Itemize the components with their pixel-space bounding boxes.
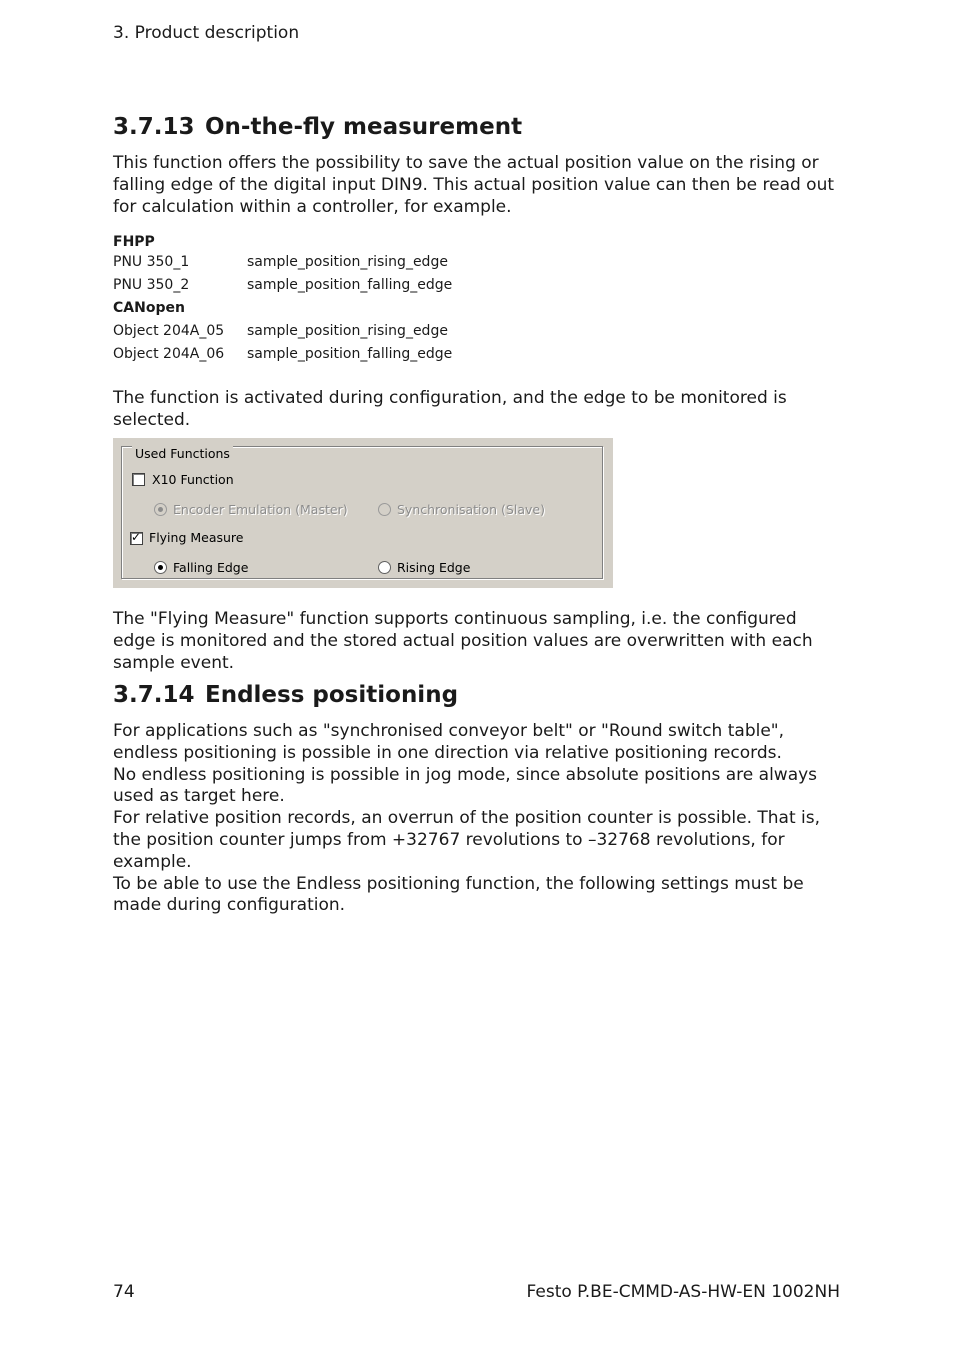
section-title: Endless positioning [205, 682, 459, 708]
canopen-label: CANopen [113, 300, 185, 316]
radio-dot [158, 565, 163, 570]
falling-edge-label[interactable]: Falling Edge [173, 560, 249, 575]
running-head: 3. Product description [113, 23, 300, 43]
rising-edge-radio[interactable] [378, 561, 391, 574]
x10-function-label[interactable]: X10 Function [152, 472, 234, 487]
parameter-table [113, 234, 452, 366]
fhpp-label: FHPP [113, 234, 155, 250]
endless-positioning-body [113, 721, 843, 917]
param-id: PNU 350_2 [113, 277, 190, 293]
encoder-emulation-label[interactable]: Encoder Emulation (Master) [173, 502, 348, 517]
synchronisation-radio[interactable] [378, 503, 391, 516]
flying-measure-text: The "Flying Measure" function supports continuous sampling, i.e. the configured edge is monitored and the stored actual position values are overwritten with each sample event. [113, 609, 813, 673]
document-id: Festo P.BE-CMMD-AS-HW-EN 1002NH [526, 1282, 840, 1302]
table-row [113, 320, 452, 343]
check-icon: ✓ [131, 530, 142, 544]
body-paragraph: No endless positioning is possible in jog mode, since absolute positions are always used as target here. [113, 764, 818, 807]
group-legend: Used Functions [132, 446, 233, 461]
param-name: sample_position_falling_edge [247, 277, 453, 293]
param-name: sample_position_rising_edge [247, 254, 448, 270]
x10-function-checkbox[interactable] [132, 473, 145, 486]
body-paragraph: To be able to use the Endless positioning function, the following settings must be made during configuration. [113, 873, 804, 916]
param-id: Object 204A_05 [113, 323, 225, 339]
flying-measure-checkbox[interactable] [130, 532, 143, 545]
body-paragraph: For relative position records, an overrun of the position counter is possible. That is, the position counter jumps from +32767 revolutions to –32768 revolutions, for example. [113, 808, 821, 872]
activation-text: The function is activated during configuration, and the edge to be monitored is selected. [113, 388, 787, 430]
param-id: Object 204A_06 [113, 346, 225, 362]
radio-dot [158, 507, 163, 512]
used-functions-group [121, 446, 603, 579]
param-id: PNU 350_1 [113, 254, 190, 270]
flying-measure-paragraph [113, 609, 843, 674]
encoder-emulation-radio[interactable] [154, 503, 167, 516]
used-functions-panel [113, 438, 613, 588]
intro-text: This function offers the possibility to save the actual position value on the rising or falling edge of the digital input DIN9. This actual position value can then be read out for calculation within a controller, for example. [113, 153, 835, 217]
section-title: On-the-fly measurement [205, 114, 523, 140]
section-heading-endless-positioning [113, 682, 458, 708]
falling-edge-radio[interactable] [154, 561, 167, 574]
activation-paragraph [113, 388, 843, 432]
section-heading-on-the-fly [113, 114, 522, 140]
param-name: sample_position_falling_edge [247, 346, 453, 362]
body-paragraph: For applications such as "synchronised conveyor belt" or "Round switch table", endless positioning is possible in one direction via relative positioning records. [113, 721, 785, 763]
intro-paragraph [113, 153, 843, 218]
section-number: 3.7.13 [113, 114, 195, 140]
table-row [113, 251, 452, 274]
synchronisation-label[interactable]: Synchronisation (Slave) [397, 502, 545, 517]
flying-measure-label[interactable]: Flying Measure [149, 530, 244, 545]
page-number: 74 [113, 1282, 135, 1302]
rising-edge-label[interactable]: Rising Edge [397, 560, 471, 575]
section-number: 3.7.14 [113, 682, 195, 708]
param-name: sample_position_rising_edge [247, 323, 448, 339]
table-row [113, 343, 452, 366]
table-row [113, 274, 452, 297]
